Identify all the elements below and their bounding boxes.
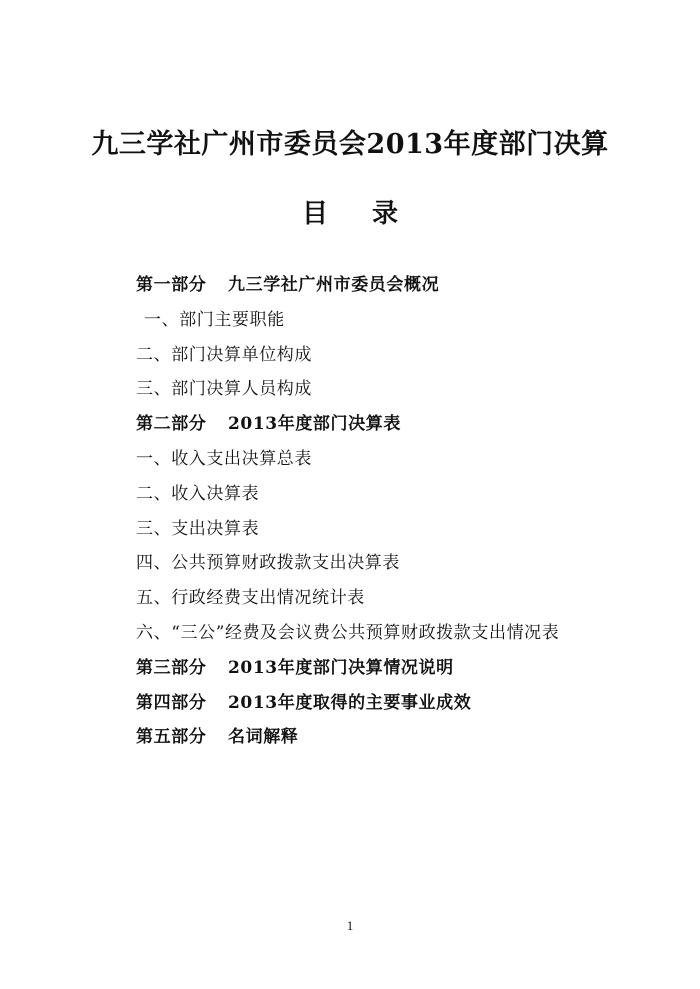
toc-item: 三、支出决算表 [136,518,260,539]
toc-part-5 [136,720,676,755]
toc-item: 一、收入支出决算总表 [136,448,312,469]
toc-part-number: 第三部分 [136,657,207,678]
toc-part-2 [136,407,676,442]
toc-item: 二、收入决算表 [136,483,260,504]
toc-part-4 [136,686,676,721]
toc-part-number: 第一部分 [136,275,207,295]
document-title: 九三学社广州市委员会2013年度部门决算 [91,129,609,160]
toc-part-title: 2013年度部门决算情况说明 [228,657,454,678]
toc-part-title: 九三学社广州市委员会概况 [228,275,440,295]
toc-heading-left: 目 [301,199,328,229]
toc-item: 三、部门决算人员构成 [136,379,312,400]
toc-item: 六、“三公”经费及会议费公共预算财政拨款支出情况表 [136,622,560,643]
toc-part-title: 2013年度部门决算表 [228,414,401,435]
toc-item: 一、部门主要职能 [144,309,285,330]
toc-part-title: 名词解释 [228,727,299,748]
toc-part-1 [136,268,676,303]
toc-item: 二、部门决算单位构成 [136,344,312,365]
toc-part-title: 2013年度取得的主要事业成效 [228,692,472,713]
toc-part-3 [136,651,676,686]
table-of-contents [136,268,676,755]
toc-part-number: 第五部分 [136,727,207,748]
toc-part-number: 第四部分 [136,692,207,713]
toc-heading [0,193,700,230]
toc-part-number: 第二部分 [136,414,207,435]
toc-item: 四、公共预算财政拨款支出决算表 [136,553,400,574]
page-number: 1 [346,918,354,933]
toc-heading-right: 录 [372,199,399,229]
toc-item: 五、行政经费支出情况统计表 [136,588,365,609]
